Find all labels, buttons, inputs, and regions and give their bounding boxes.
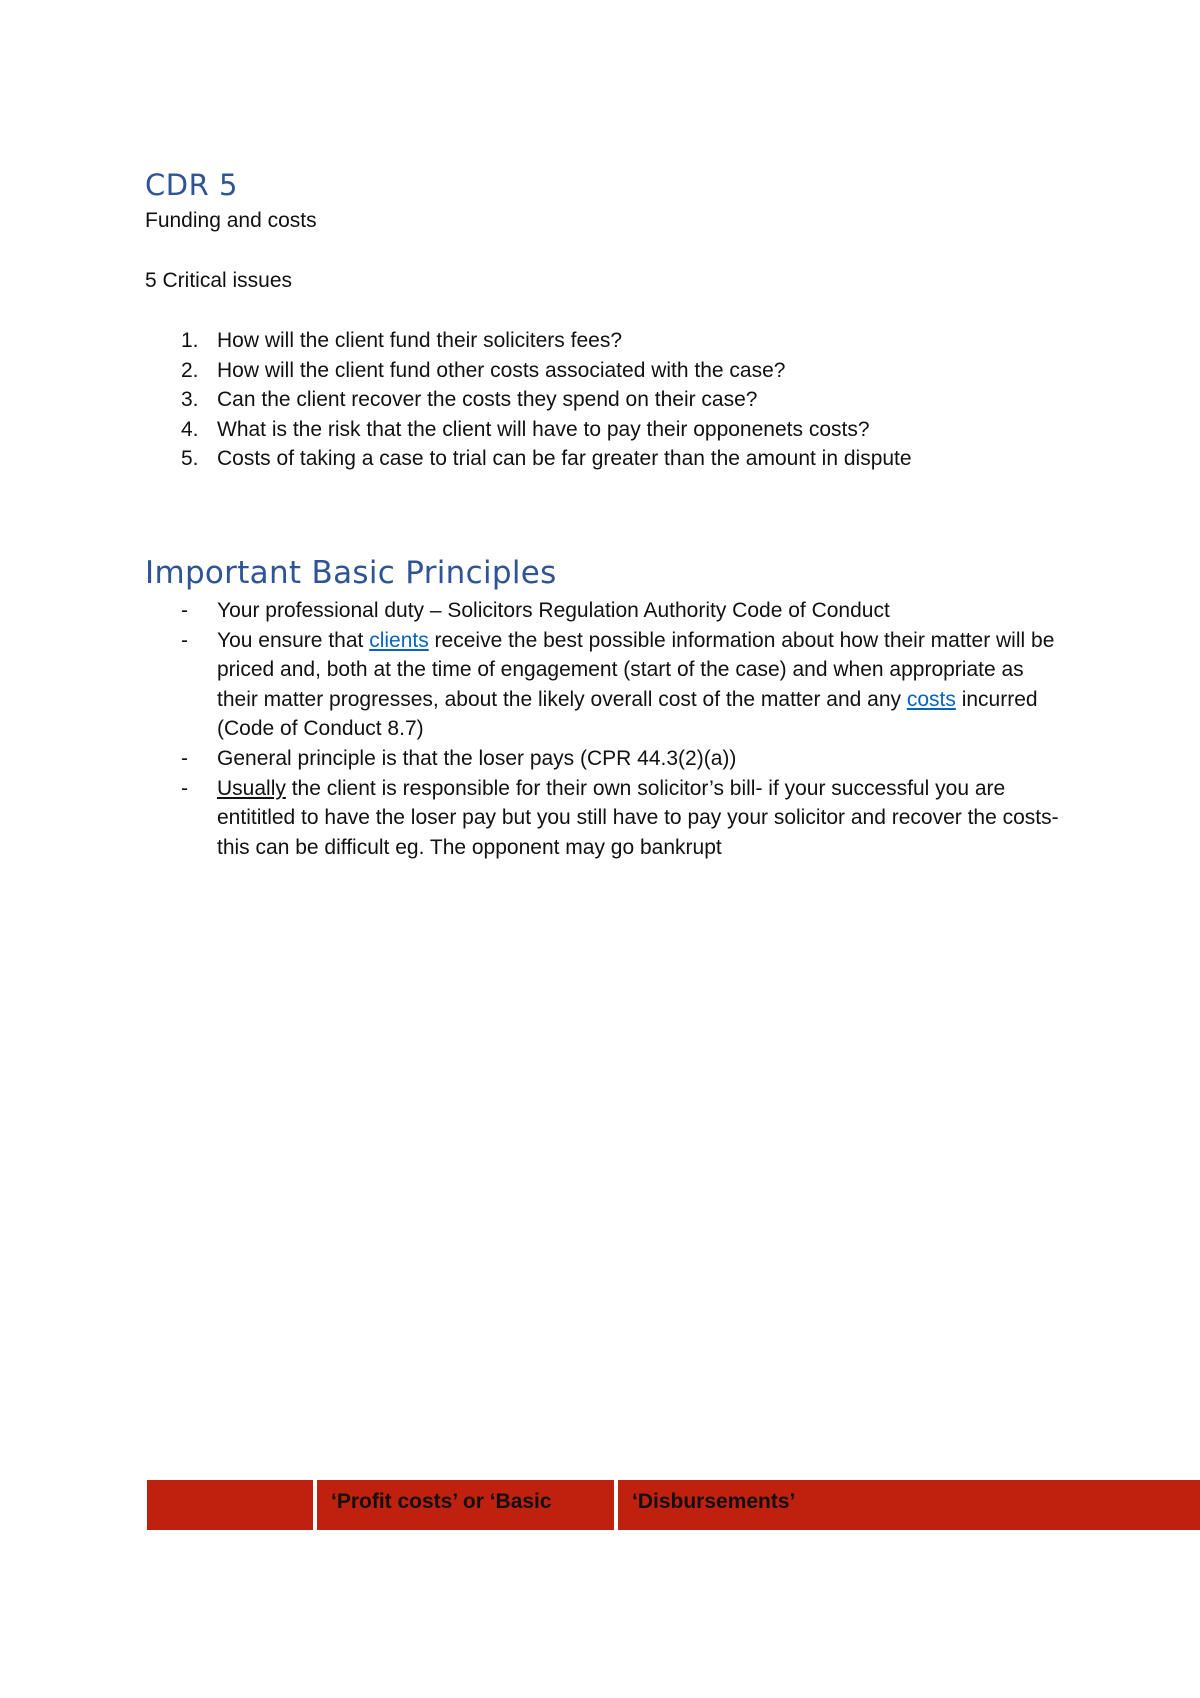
list-item-text: the client is responsible for their own solicitor’s bill- if your successful you are entititled to have the loser pay but you still have to pay your solicitor and recover the costs- this can be difficult eg. The opponent may go bankrupt <box>217 776 1059 859</box>
list-item-text: receive the best possible information about how their matter will be priced and, both at the time of engagement (start of the case) and when appropriate as their matter progresses, about the likely overall cost of the matter and any <box>217 628 1055 711</box>
list-item-text: How will the client fund their soliciters fees? <box>217 329 623 352</box>
list-item <box>145 444 1125 474</box>
list-item <box>145 596 1065 626</box>
bullet-dash: - <box>181 599 188 622</box>
costs-table-header <box>147 1480 1200 1530</box>
list-item-text: Can the client recover the costs they spend on their case? <box>217 388 758 411</box>
table-header-cell <box>147 1480 313 1530</box>
principles-heading: Important Basic Principles <box>145 555 557 591</box>
critical-issues-list <box>145 326 1125 474</box>
clients-link[interactable]: clients <box>369 628 429 652</box>
table-header-cell: ‘Disbursements’ <box>618 1480 1200 1530</box>
document-subtitle: Funding and costs <box>145 209 317 232</box>
principles-list <box>145 596 1065 862</box>
underlined-text: Usually <box>217 776 286 800</box>
list-item <box>145 744 1065 774</box>
list-item <box>145 626 1065 744</box>
list-item <box>145 326 1125 356</box>
critical-issues-label: 5 Critical issues <box>145 269 293 292</box>
list-item-text: General principle is that the loser pays (CPR 44.3(2)(a)) <box>217 746 737 770</box>
list-item-text: Costs of taking a case to trial can be far greater than the amount in dispute <box>217 447 912 470</box>
list-number: 2. <box>181 358 199 382</box>
list-item-text: incurred (Code of Conduct 8.7) <box>217 687 1038 741</box>
list-number: 1. <box>181 329 199 352</box>
list-number: 3. <box>181 388 199 411</box>
bullet-dash: - <box>181 628 188 652</box>
list-item <box>145 774 1065 863</box>
list-item-text: Your professional duty – Solicitors Regulation Authority Code of Conduct <box>217 599 890 622</box>
list-item <box>145 385 1125 415</box>
list-item-text: You ensure that <box>217 628 370 652</box>
list-number: 5. <box>181 447 199 470</box>
bullet-dash: - <box>181 776 188 800</box>
list-item-text: How will the client fund other costs associated with the case? <box>217 358 786 382</box>
document-title: CDR 5 <box>145 168 238 202</box>
list-item <box>145 356 1125 386</box>
table-header-cell: ‘Profit costs’ or ‘Basic <box>317 1480 614 1530</box>
list-item-text: What is the risk that the client will have to pay their opponenets costs? <box>217 417 870 441</box>
list-number: 4. <box>181 417 199 441</box>
costs-link[interactable]: costs <box>906 687 956 711</box>
list-item <box>145 415 1125 445</box>
bullet-dash: - <box>181 746 188 770</box>
